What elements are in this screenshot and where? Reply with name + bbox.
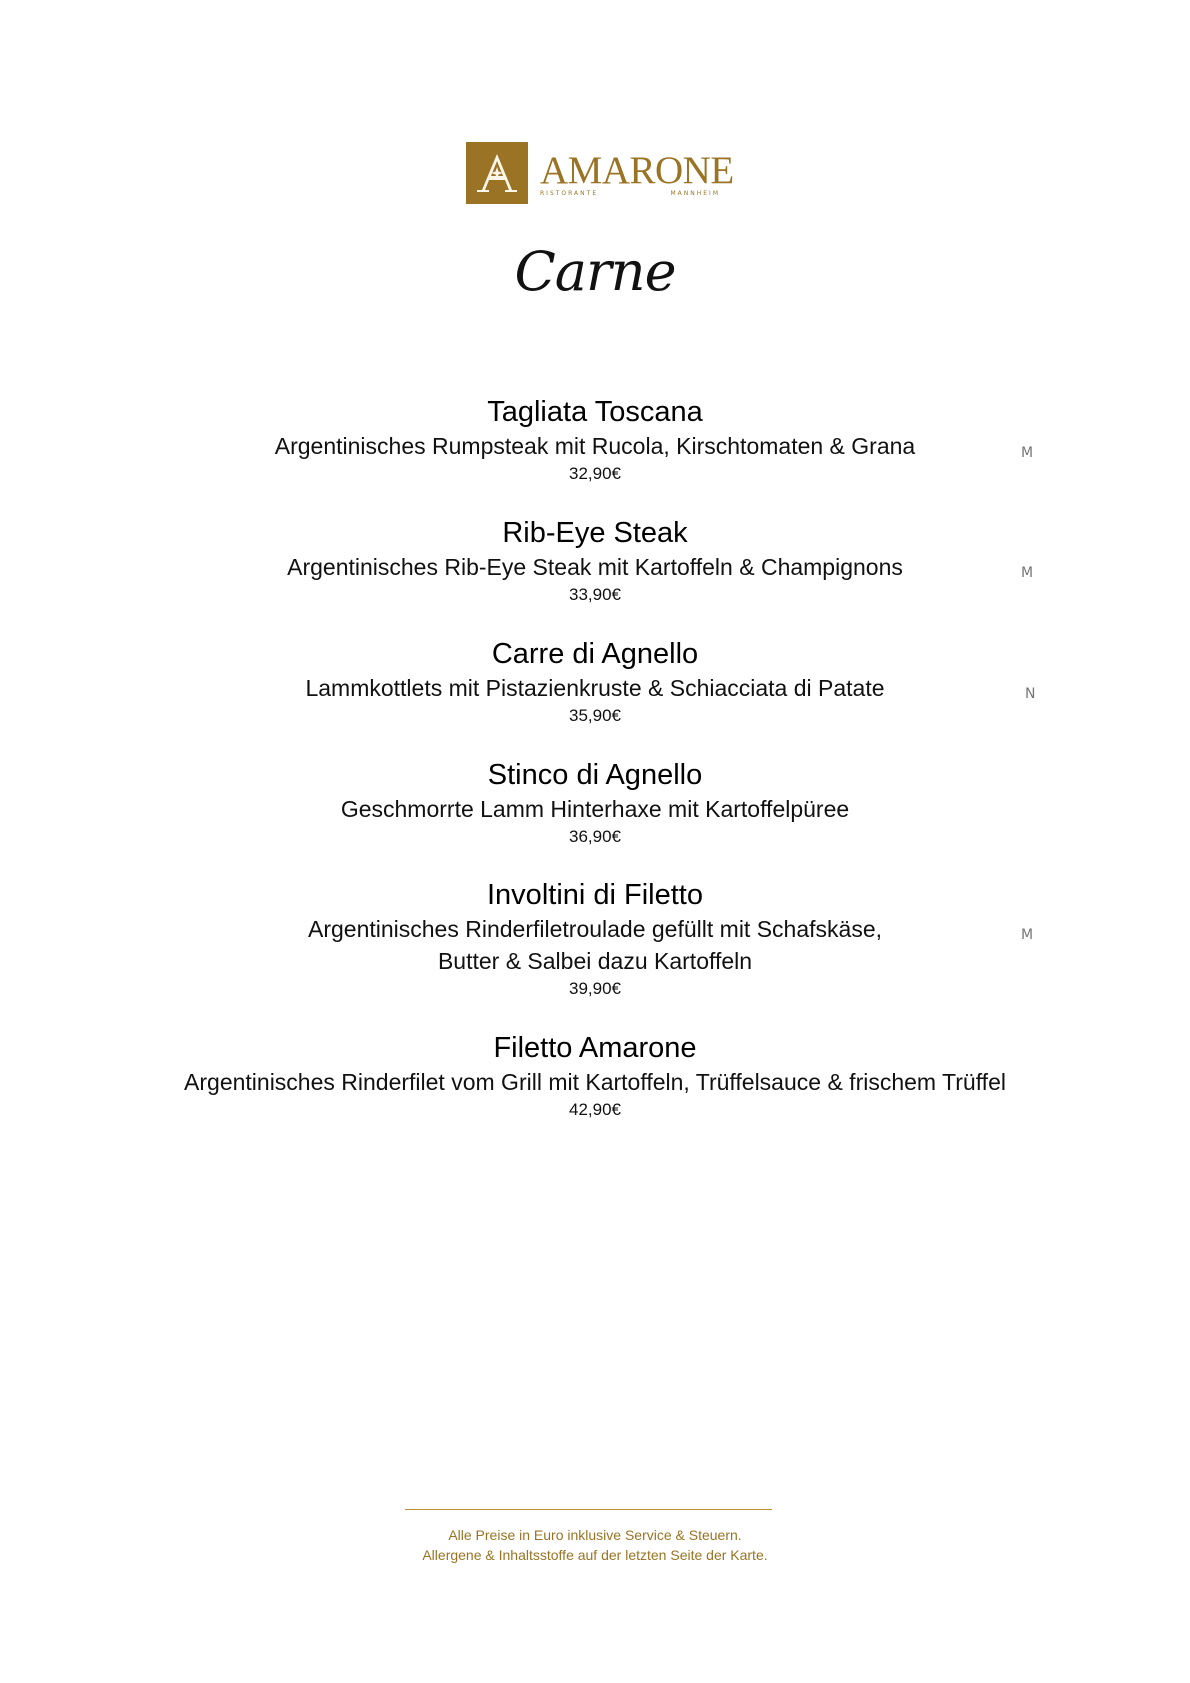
item-price: 35,90€ [569,706,621,725]
item-name: Carre di Agnello [491,638,699,670]
footer-note-allergens: Allergene & Inhaltsstoffe auf der letzten Seite der Karte. [422,1547,768,1563]
item-description: Argentinisches Rinderfilet vom Grill mit Kartoffeln, Trüffelsauce & frischem Trüffel [184,1069,1006,1095]
item-name: Rib-Eye Steak [502,517,688,549]
item-description: Argentinisches Rumpsteak mit Rucola, Kirschtomaten & Grana [274,433,916,459]
item-description: Argentinisches Rinderfiletroulade gefüllt mit Schafskäse, [307,916,882,942]
menu-item [0,394,1190,486]
item-name: Tagliata Toscana [487,396,703,428]
footer-note-prices: Alle Preise in Euro inklusive Service & Steuern. [448,1527,742,1543]
menu-item [0,515,1190,607]
allergen-label: M [1021,445,1034,461]
item-description: Argentinisches Rib-Eye Steak mit Kartoffeln & Champignons [287,554,903,580]
item-description-line2: Butter & Salbei dazu Kartoffeln [437,948,753,974]
item-price: 39,90€ [569,979,621,998]
item-description: Geschmorrte Lamm Hinterhaxe mit Kartoffelpüree [340,796,850,822]
item-price: 36,90€ [569,827,621,846]
item-price: 42,90€ [569,1100,621,1119]
brand-name: AMARONE [540,149,734,192]
item-price: 32,90€ [569,464,621,483]
menu-item [0,877,1190,1001]
logo-emblem-icon [466,142,528,204]
menu-item [0,1030,1190,1122]
item-name: Involtini di Filetto [487,879,703,911]
footer-divider [405,1509,772,1510]
brand-sub-left: RISTORANTE [540,190,599,197]
allergen-label: N [1025,686,1036,702]
allergen-label: M [1021,927,1034,943]
allergen-label: M [1021,565,1034,581]
menu-item [0,636,1190,728]
restaurant-logo [466,142,734,204]
item-description: Lammkottlets mit Pistazienkruste & Schiacciata di Patate [305,675,885,701]
brand-sub-right: MANNHEIM [670,190,720,197]
item-name: Filetto Amarone [493,1032,697,1064]
item-price: 33,90€ [569,585,621,604]
item-name: Stinco di Agnello [487,759,703,791]
menu-item [0,757,1190,849]
section-title: Carne [514,240,676,303]
